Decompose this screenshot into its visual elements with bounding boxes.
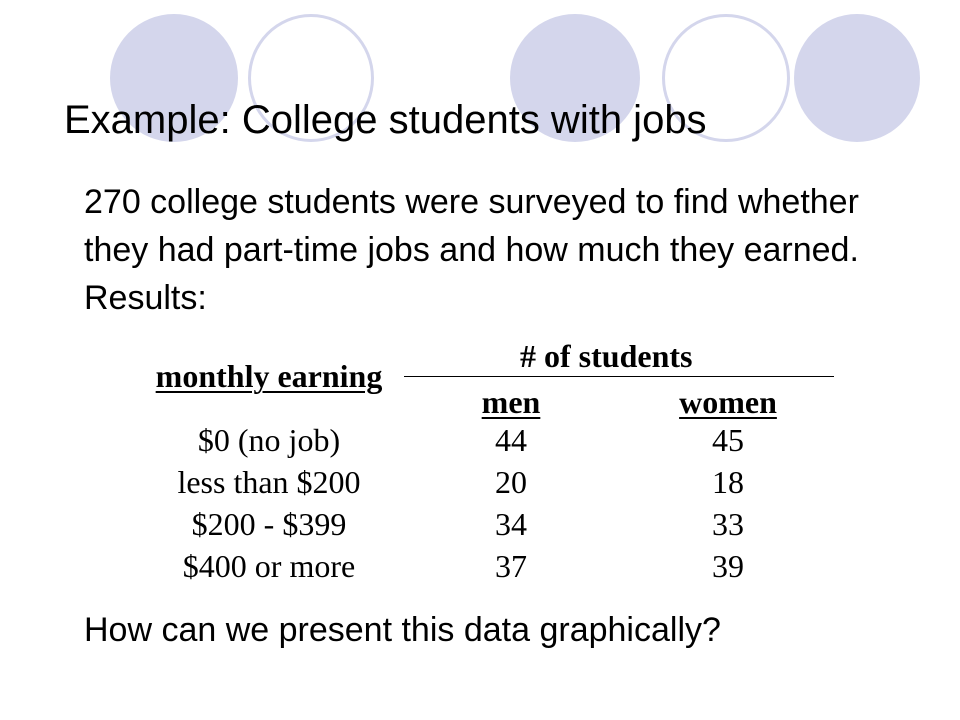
intro-paragraph: 270 college students were surveyed to find whether they had part-time jobs and how much they earned. Results:	[84, 183, 859, 317]
table-header-rule	[404, 376, 834, 377]
table-cell-women: 39	[712, 548, 744, 584]
slide-title: Example: College students with jobs	[64, 98, 707, 142]
group-header-students: # of students	[520, 338, 693, 374]
closing-question: How can we present this data graphically?	[84, 611, 721, 649]
column-header-women: women	[679, 384, 777, 420]
table-cell-women: 33	[712, 506, 744, 542]
row-header-monthly-earning: monthly earning	[155, 358, 383, 394]
table-cell-earning: $400 or more	[182, 548, 356, 584]
table-cell-men: 34	[495, 506, 527, 542]
column-header-men: men	[481, 384, 541, 420]
table-cell-women: 18	[712, 464, 744, 500]
table-cell-earning: $200 - $399	[191, 506, 347, 542]
table-cell-men: 44	[495, 422, 527, 458]
table-cell-earning: less than $200	[177, 464, 361, 500]
table-cell-women: 45	[712, 422, 744, 458]
table-cell-men: 20	[495, 464, 527, 500]
table-cell-earning: $0 (no job)	[197, 422, 341, 458]
table-cell-men: 37	[495, 548, 527, 584]
decorative-circle-filled	[794, 14, 920, 142]
